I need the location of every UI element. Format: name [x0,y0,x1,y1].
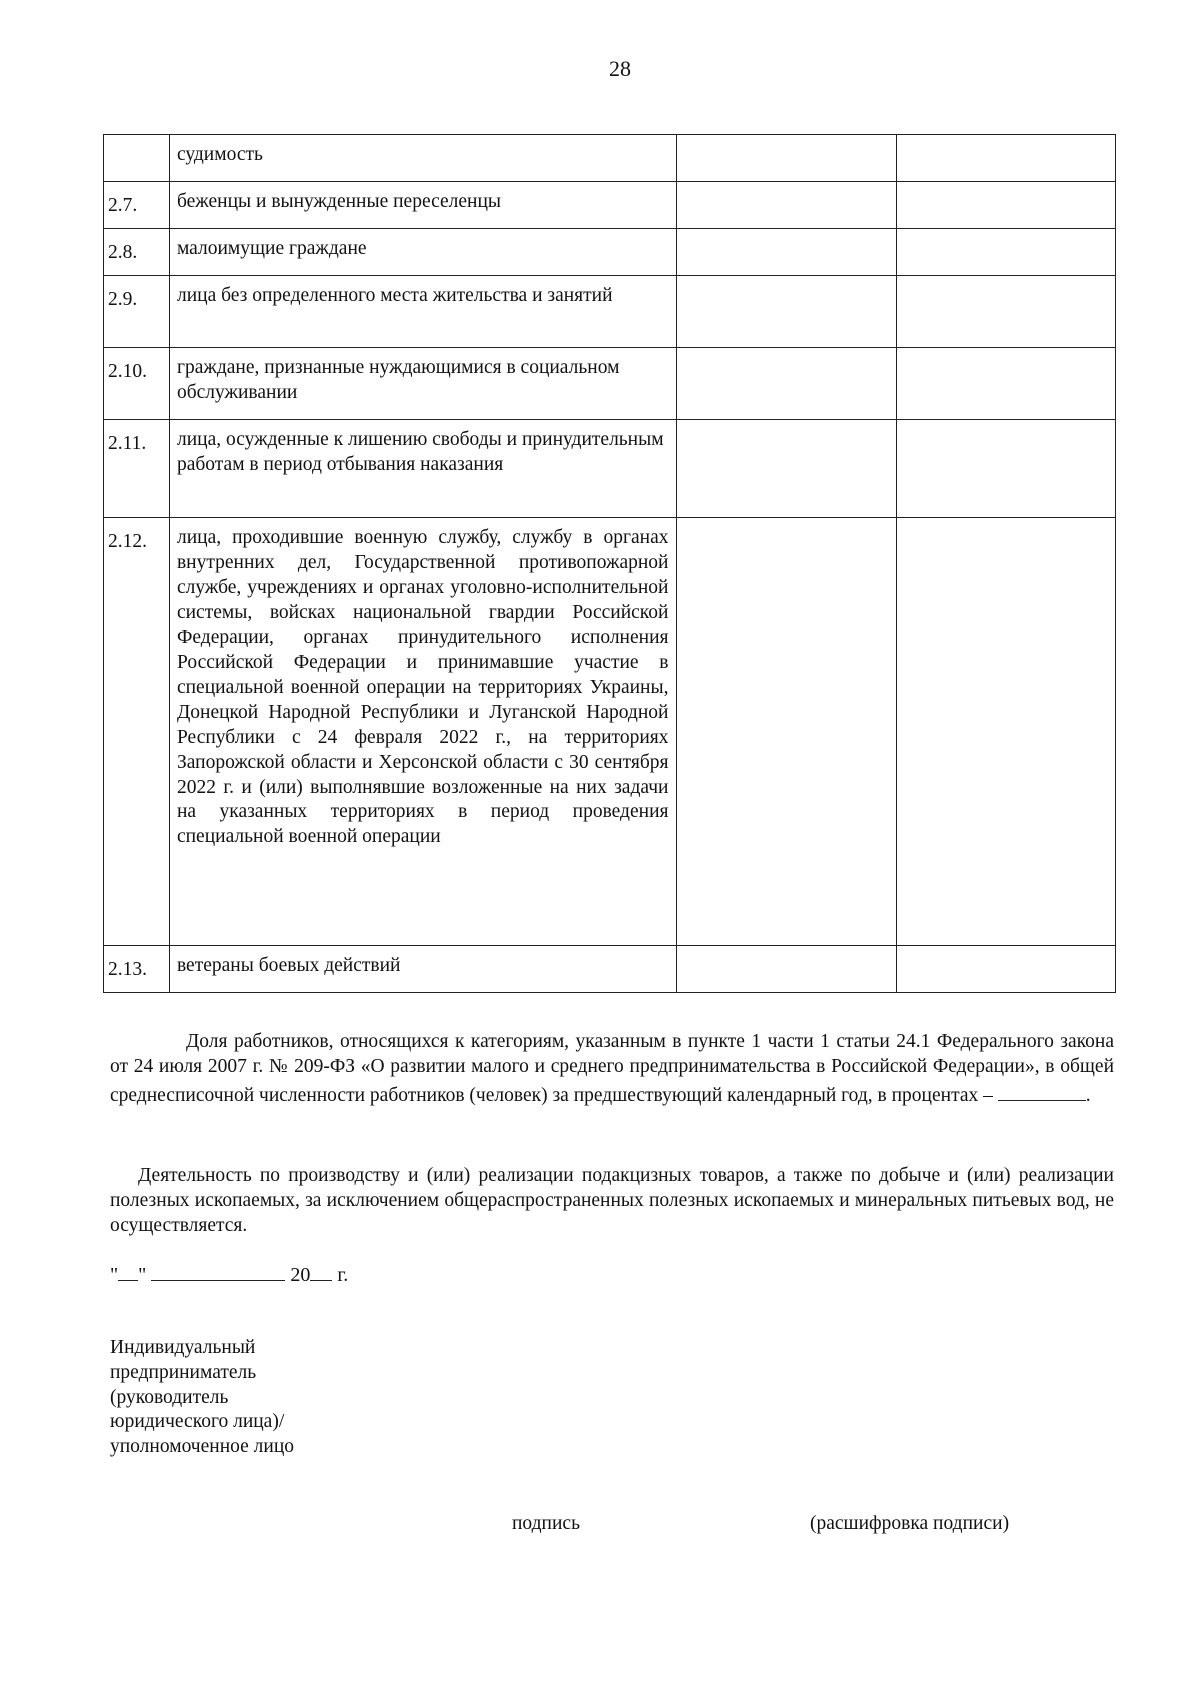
row-number: 2.8. [104,229,170,276]
blank-cell [677,229,896,276]
day-blank-field[interactable] [118,1260,138,1281]
row-number: 2.11. [104,420,170,518]
table-row [104,276,1116,348]
blank-cell [677,348,896,420]
row-text: лица без определенного места жительства и занятий [169,276,677,348]
table-row [104,946,1116,993]
blank-cell [896,348,1115,420]
row-text: лица, осужденные к лишению свободы и принудительным работам в период отбывания наказания [169,420,677,518]
blank-cell [677,518,896,946]
categories-table [103,134,1116,993]
quote-open: " [110,1264,119,1286]
row-number: 2.13. [104,946,170,993]
row-text: ветераны боевых действий [169,946,677,993]
signer-label: Индивидуальный предприниматель (руководитель юридического лица)/уполномоченное лицо [110,1337,295,1457]
blank-cell [896,135,1115,182]
blank-cell [677,182,896,229]
signature-caption: подпись [512,1513,580,1534]
page-number: 28 [609,56,631,81]
row-number: 2.10. [104,348,170,420]
activity-paragraph: Деятельность по производству и (или) реализации подакцизных товаров, а также по добыче и (или) реализации полезных ископаемых, за исключением общераспространенных полезных ископаемых и минеральных питьевых вод, не осуществляется. [110,1165,1114,1236]
year-suffix: г. [337,1264,349,1286]
blank-cell [896,946,1115,993]
row-number: 2.7. [104,182,170,229]
employee-share-end: . [1085,1084,1091,1106]
row-text: судимость [169,135,677,182]
blank-cell [896,420,1115,518]
row-text: лица, проходившие военную службу, службу в органах внутренних дел, Государственной противопожарной службе, учреждениях и органах уголовно-исполнительной системы, войсках национальной гвардии Российской Федерации, органах принудительного исполнения Российской Федерации и принимавшие участие в специальной военной операции на территориях Украины, Донецкой Народной Республики и Луганской Народной Республики с 24 февраля 2022 г., на территориях Запорожской области и Херсонской области с 30 сентября 2022 г. и (или) выполнявшие возложенные на них задачи на указанных территориях в период проведения специальной военной операции [169,518,677,946]
signature-decoding-caption: (расшифровка подписи) [810,1513,1010,1534]
table-row [104,135,1116,182]
blank-cell [896,182,1115,229]
row-number: 2.9. [104,276,170,348]
employee-share-paragraph [110,1030,1114,1108]
table-row [104,518,1116,946]
table-row [104,420,1116,518]
table-row [104,182,1116,229]
year-blank-field[interactable] [310,1260,332,1281]
table-row [104,348,1116,420]
blank-cell [677,946,896,993]
blank-cell [677,420,896,518]
row-number [104,135,170,182]
employee-share-text: Доля работников, относящихся к категориям, указанным в пункте 1 части 1 статьи 24.1 Федерального закона от 24 июля 2007 г. № 209-ФЗ «О развитии малого и среднего предпринимательства в Российской Федерации», в общей среднесписочной численности работников (человек) за предшествующий календарный год, в процентах – [110,1031,1114,1106]
row-text: беженцы и вынужденные переселенцы [169,182,677,229]
quote-close: " [138,1264,147,1286]
row-text: малоимущие граждане [169,229,677,276]
blank-cell [677,276,896,348]
blank-cell [896,518,1115,946]
date-line [110,1260,348,1287]
table-row [104,229,1116,276]
row-number: 2.12. [104,518,170,946]
blank-cell [677,135,896,182]
month-blank-field[interactable] [151,1260,285,1281]
blank-cell [896,276,1115,348]
year-prefix: 20 [290,1264,311,1286]
row-text: граждане, признанные нуждающимися в социальном обслуживании [169,348,677,420]
blank-cell [896,229,1115,276]
percent-blank-field[interactable] [998,1080,1086,1101]
